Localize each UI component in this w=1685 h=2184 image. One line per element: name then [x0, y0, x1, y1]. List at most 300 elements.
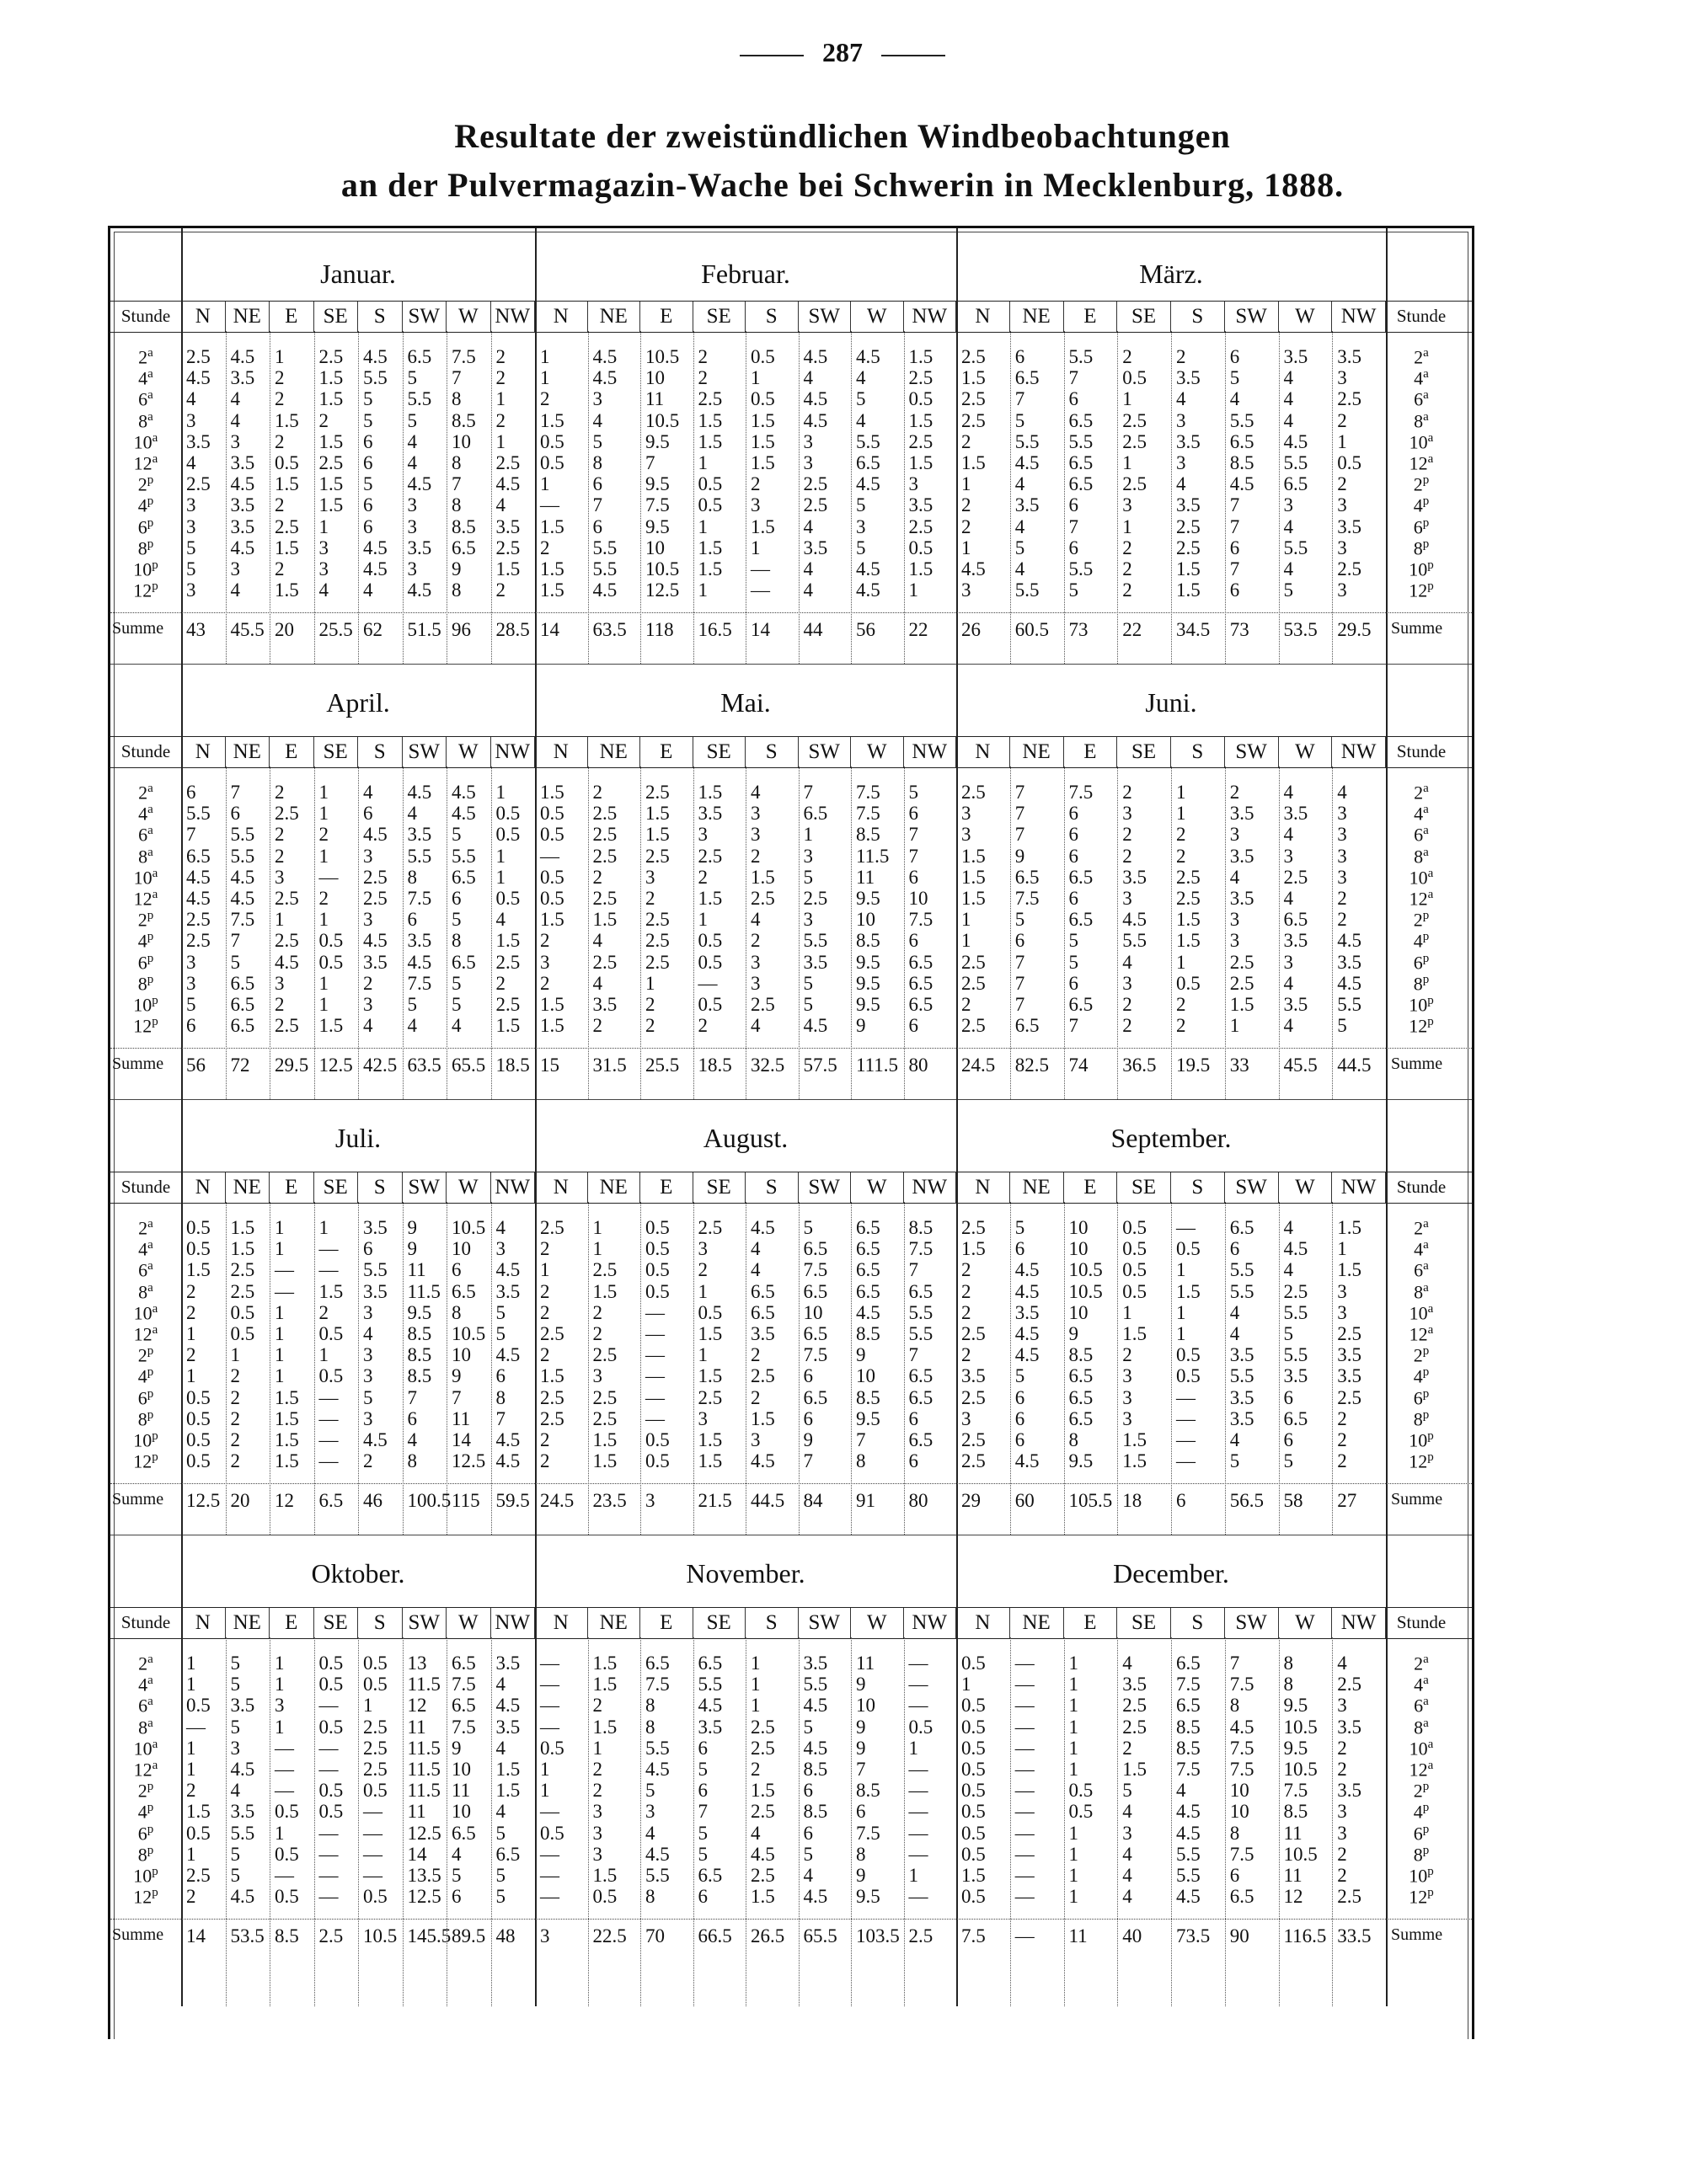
column-header-sw: SW	[403, 1608, 447, 1638]
sum-cell: 2.5	[318, 1925, 344, 1947]
table-cell: 4.5	[363, 824, 388, 846]
table-cell: 2.5	[961, 972, 986, 994]
table-cell: 1.5	[540, 1365, 564, 1387]
column-header-nw: NW	[904, 1608, 957, 1638]
sum-cell: 53.5	[1283, 619, 1318, 641]
table-cell: 9	[856, 1344, 866, 1366]
table-cell: 2	[318, 409, 329, 431]
table-cell: 2	[186, 1344, 196, 1366]
table-cell: 10.5	[1283, 1759, 1318, 1780]
table-cell: 9.5	[856, 888, 880, 909]
column-rule	[1225, 766, 1226, 1099]
table-cell: 1	[186, 1843, 196, 1865]
table-cell: 2	[592, 1780, 602, 1802]
table-cell: 0.5	[961, 1716, 986, 1738]
table-cell: 3.5	[698, 1716, 723, 1738]
table-cell: 1	[1068, 1843, 1078, 1865]
table-cell: 5	[1229, 367, 1240, 389]
table-cell: 4	[1283, 972, 1293, 994]
month-name: März.	[1139, 259, 1203, 289]
table-cell: 2	[1122, 558, 1132, 579]
hour-label-right: 12$^a$	[1409, 1323, 1434, 1345]
table-cell: 2	[1122, 824, 1132, 846]
table-cell: 4.5	[495, 1695, 521, 1717]
table-cell: 0.5	[751, 388, 775, 410]
table-cell: 0.5	[275, 1801, 299, 1823]
column-header-w: W	[851, 1172, 904, 1203]
hour-label-left: 8$^p$	[137, 972, 154, 995]
table-cell: —	[645, 1301, 665, 1323]
table-cell: 7	[908, 824, 918, 846]
column-rule	[693, 766, 694, 1099]
table-cell: 6.5	[698, 1865, 723, 1886]
table-cell: —	[645, 1407, 665, 1429]
sum-cell: 20	[275, 619, 294, 641]
month-divider	[535, 1535, 537, 2006]
table-cell: 2.5	[275, 888, 299, 909]
table-cell: 1.5	[698, 430, 723, 452]
hour-label-right: 12$^a$	[1409, 452, 1434, 474]
table-cell: —	[1176, 1217, 1196, 1238]
table-cell: 1.5	[751, 1886, 775, 1908]
table-cell: 2	[275, 388, 285, 410]
hour-label-left: 2$^a$	[138, 346, 153, 368]
hour-label-right: 2$^a$	[1414, 1217, 1429, 1239]
table-cell: 7	[495, 1407, 506, 1429]
table-cell: 1.5	[1176, 558, 1201, 579]
table-cell: 2	[698, 866, 708, 888]
table-cell: 6.5	[1068, 473, 1094, 495]
table-cell: 6.5	[1283, 909, 1308, 931]
table-cell: 3	[1122, 1407, 1132, 1429]
table-cell: 4.5	[856, 558, 880, 579]
table-cell: 1.5	[592, 909, 618, 931]
table-cell: 2.5	[961, 1217, 986, 1238]
table-cell: 6.5	[452, 537, 476, 558]
table-cell: 8	[452, 1301, 462, 1323]
column-header-sw: SW	[799, 1172, 852, 1203]
column-header-nw: NW	[904, 737, 957, 767]
sum-rule	[110, 1919, 1472, 1920]
table-cell: 4	[751, 1238, 761, 1260]
table-cell: 1	[592, 1737, 602, 1759]
table-cell: 3.5	[803, 537, 828, 558]
hour-label-left: 12$^p$	[133, 1886, 158, 1908]
table-cell: 0.5	[1176, 1344, 1201, 1366]
table-cell: 2	[592, 1301, 602, 1323]
table-cell: 9.5	[645, 515, 670, 537]
sum-cell: 53.5	[230, 1925, 265, 1947]
column-rule	[491, 1637, 492, 2006]
table-cell: 1.5	[961, 866, 986, 888]
table-cell: 6	[363, 515, 373, 537]
table-cell: 3.5	[495, 1716, 521, 1738]
table-cell: 4	[1176, 473, 1186, 495]
table-cell: 5.5	[1014, 430, 1040, 452]
table-cell: 2.5	[645, 909, 670, 931]
table-cell: 3	[230, 1737, 240, 1759]
table-cell: 1.5	[495, 558, 521, 579]
table-cell: 0.5	[645, 1217, 670, 1238]
table-cell: 11	[645, 388, 665, 410]
column-rule	[1117, 1202, 1118, 1535]
table-cell: 2.5	[592, 845, 618, 867]
table-cell: 1.5	[645, 803, 670, 825]
table-cell: 1	[186, 1653, 196, 1674]
table-cell: 9.5	[856, 1886, 880, 1908]
table-cell: 1.5	[318, 494, 344, 516]
table-cell: 2.5	[1122, 409, 1147, 431]
table-cell: —	[318, 1886, 339, 1908]
table-cell: 0.5	[961, 1653, 986, 1674]
column-rule	[693, 1637, 694, 2006]
column-header-sw: SW	[403, 737, 447, 767]
table-cell: 9	[856, 1015, 866, 1037]
sum-label-left: Summe	[112, 1925, 164, 1945]
table-cell: 6.5	[698, 1653, 723, 1674]
table-cell: 4.5	[407, 473, 432, 495]
table-cell: 5	[803, 1217, 813, 1238]
table-cell: 4.5	[698, 1695, 723, 1717]
table-cell: 2	[1122, 1344, 1132, 1366]
table-cell: 2.5	[592, 824, 618, 846]
table-cell: 1.5	[1229, 994, 1254, 1015]
column-rule	[314, 1202, 315, 1535]
table-cell: 7	[452, 367, 462, 389]
table-cell: 4	[1122, 1886, 1132, 1908]
table-cell: 3	[803, 909, 813, 931]
table-cell: 4	[1283, 558, 1293, 579]
hour-label-right: 10$^a$	[1409, 430, 1434, 453]
hour-label-left: 2$^p$	[137, 1344, 154, 1366]
table-cell: 0.5	[961, 1886, 986, 1908]
hour-label-left: 12$^p$	[133, 1450, 158, 1472]
table-cell: 10	[452, 1238, 471, 1260]
table-cell: 4	[1337, 782, 1347, 803]
table-cell: 3	[1337, 1801, 1347, 1823]
table-cell: 8	[407, 1450, 417, 1472]
table-cell: 3	[1122, 803, 1132, 825]
table-cell: 11	[1283, 1865, 1303, 1886]
table-cell: 6	[452, 888, 462, 909]
table-cell: 2.5	[698, 388, 723, 410]
table-cell: 7	[1014, 803, 1025, 825]
table-cell: 2.5	[363, 1737, 388, 1759]
column-header-nw: NW	[491, 737, 536, 767]
table-cell: 2	[645, 888, 655, 909]
table-cell: 4.5	[407, 579, 432, 601]
table-cell: 4.5	[230, 866, 255, 888]
column-rule	[358, 1637, 359, 2006]
table-cell: 5	[856, 537, 866, 558]
table-cell: 10.5	[452, 1217, 486, 1238]
table-cell: 1.5	[186, 1801, 211, 1823]
table-cell: 3	[186, 579, 196, 601]
column-header-sw: SW	[1225, 1172, 1279, 1203]
table-cell: 2.5	[1176, 888, 1201, 909]
table-cell: 1.5	[961, 367, 986, 389]
table-cell: 1.5	[318, 388, 344, 410]
table-cell: 7.5	[803, 1259, 828, 1281]
table-cell: 7	[1014, 824, 1025, 846]
table-cell: 6	[1068, 845, 1078, 867]
column-header-e: E	[1064, 737, 1118, 767]
table-cell: 6	[1229, 1238, 1240, 1260]
sum-cell: 118	[645, 619, 674, 641]
table-cell: 5	[1014, 1217, 1025, 1238]
table-cell: 6	[1014, 1407, 1025, 1429]
sum-cell: 24.5	[540, 1490, 575, 1512]
column-header-se: SE	[1117, 1172, 1171, 1203]
sum-cell: 72	[230, 1055, 250, 1076]
column-header-nw: NW	[1332, 302, 1386, 332]
column-header-s: S	[358, 1172, 403, 1203]
table-cell: 10	[452, 1759, 471, 1780]
table-cell: 1.5	[540, 579, 564, 601]
stub-label-left: Stunde	[120, 1177, 171, 1197]
table-cell: 4	[407, 430, 417, 452]
table-cell: 3.5	[1337, 515, 1361, 537]
table-cell: 2.5	[751, 1737, 775, 1759]
table-cell: 3	[803, 430, 813, 452]
table-cell: 2	[186, 1886, 196, 1908]
column-header-ne: NE	[1010, 302, 1064, 332]
sum-cell: 58	[1283, 1490, 1303, 1512]
sum-cell: 51.5	[407, 619, 441, 641]
table-cell: 6	[363, 452, 373, 473]
column-rule	[1332, 331, 1333, 664]
table-cell: 1.5	[751, 866, 775, 888]
hour-label-right: 8$^p$	[1413, 1407, 1430, 1430]
sum-cell: 18	[1122, 1490, 1142, 1512]
table-cell: 5	[803, 1843, 813, 1865]
table-cell: 3	[803, 452, 813, 473]
section-divider	[110, 664, 1472, 665]
table-cell: 1.5	[275, 1450, 299, 1472]
table-cell: 5.5	[1283, 537, 1308, 558]
table-cell: —	[1014, 1716, 1035, 1738]
column-header-n: N	[956, 302, 1010, 332]
column-rule	[799, 331, 800, 664]
column-rule	[358, 766, 359, 1099]
table-cell: 2.5	[1337, 1674, 1361, 1695]
hour-label-right: 4$^p$	[1413, 494, 1430, 516]
column-header-row	[110, 736, 1472, 768]
table-cell: 4	[1229, 866, 1240, 888]
table-cell: 6.5	[1176, 1653, 1201, 1674]
table-cell: 7	[452, 1386, 462, 1408]
table-cell: 1.5	[1122, 1429, 1147, 1450]
table-cell: 4	[592, 930, 602, 952]
table-cell: 6.5	[856, 452, 880, 473]
table-cell: 2.5	[1283, 1280, 1308, 1302]
table-cell: 12.5	[407, 1822, 441, 1844]
table-cell: 0.5	[186, 1429, 211, 1450]
table-cell: 5	[363, 388, 373, 410]
table-cell: 3.5	[1337, 346, 1361, 367]
table-cell: 7	[856, 1429, 866, 1450]
table-cell: 3	[1337, 1695, 1347, 1717]
month-name: April.	[326, 687, 390, 718]
table-cell: 2.5	[751, 1365, 775, 1387]
table-cell: 3	[318, 537, 329, 558]
table-cell: 1.5	[592, 1674, 618, 1695]
table-cell: 1	[495, 388, 506, 410]
table-cell: 5	[186, 994, 196, 1015]
table-cell: 0.5	[495, 803, 521, 825]
quarter-section	[110, 1099, 1472, 1535]
table-cell: 1	[1229, 1015, 1240, 1037]
table-cell: 3	[1176, 452, 1186, 473]
table-cell: 4.5	[1337, 930, 1361, 952]
month-name: Juni.	[1145, 687, 1197, 718]
column-rule	[1171, 1202, 1172, 1535]
table-cell: 2	[1176, 1015, 1186, 1037]
table-cell: 1	[186, 1365, 196, 1387]
table-cell: 3.5	[230, 367, 255, 389]
table-cell: 7	[803, 782, 813, 803]
table-cell: —	[1014, 1780, 1035, 1802]
table-cell: 2.5	[908, 430, 933, 452]
month-divider	[535, 1099, 537, 1535]
table-cell: 1	[698, 452, 708, 473]
table-cell: 1.5	[540, 909, 564, 931]
table-cell: 1.5	[751, 452, 775, 473]
hour-label-right: 10$^a$	[1409, 866, 1434, 889]
hour-label-right: 4$^a$	[1414, 803, 1429, 825]
table-cell: 4	[1337, 1653, 1347, 1674]
table-cell: 2	[1122, 346, 1132, 367]
table-cell: 5	[856, 494, 866, 516]
table-cell: 0.5	[318, 1365, 344, 1387]
table-cell: 2	[961, 1301, 971, 1323]
table-cell: 4	[1014, 558, 1025, 579]
table-cell: 11.5	[407, 1737, 441, 1759]
table-cell: 5	[1068, 579, 1078, 601]
table-cell: 1	[275, 1217, 285, 1238]
table-cell: 5	[1337, 1015, 1347, 1037]
table-cell: 2	[961, 994, 971, 1015]
column-header-se: SE	[1117, 1608, 1171, 1638]
hour-label-right: 8$^a$	[1414, 1716, 1429, 1738]
table-cell: 5.5	[452, 845, 476, 867]
table-cell: 2	[751, 1759, 761, 1780]
hour-label-right: 4$^a$	[1414, 1674, 1429, 1695]
table-cell: 5.5	[1068, 430, 1094, 452]
table-cell: 7	[1229, 515, 1240, 537]
column-header-n: N	[181, 1172, 226, 1203]
hour-label-right: 4$^p$	[1413, 1801, 1430, 1823]
table-cell: 2.5	[495, 537, 521, 558]
table-cell: —	[540, 845, 559, 867]
table-cell: 3.5	[961, 1365, 986, 1387]
table-cell: 4	[1283, 409, 1293, 431]
table-cell: 1	[645, 972, 655, 994]
sum-cell: 56	[186, 1055, 206, 1076]
table-cell: 3	[1337, 803, 1347, 825]
hour-label-right: 6$^p$	[1413, 1822, 1430, 1844]
table-cell: 5.5	[1068, 346, 1094, 367]
column-header-s: S	[358, 737, 403, 767]
column-header-w: W	[1279, 1172, 1333, 1203]
sum-cell: 73.5	[1176, 1925, 1211, 1947]
table-cell: 2	[230, 1407, 240, 1429]
table-cell: 0.5	[540, 1822, 564, 1844]
table-cell: —	[540, 1886, 559, 1908]
table-cell: 2.5	[1337, 1386, 1361, 1408]
table-cell: 1	[275, 1344, 285, 1366]
table-cell: 5	[230, 1674, 240, 1695]
table-cell: 3	[1122, 1365, 1132, 1387]
table-cell: 6	[230, 803, 240, 825]
sum-cell: 80	[908, 1490, 928, 1512]
table-cell: —	[908, 1886, 928, 1908]
table-cell: 5.5	[1229, 1365, 1254, 1387]
table-cell: 3.5	[407, 537, 432, 558]
table-cell: 7.5	[452, 346, 476, 367]
table-cell: 1	[751, 1674, 761, 1695]
table-cell: 4.5	[751, 1217, 775, 1238]
table-cell: 7	[1014, 994, 1025, 1015]
hour-label-right: 8$^p$	[1413, 537, 1430, 559]
table-cell: 2	[1337, 1865, 1347, 1886]
table-cell: 3.5	[230, 494, 255, 516]
table-cell: 3	[275, 866, 285, 888]
table-cell: 11	[407, 1259, 426, 1281]
table-cell: 4.5	[230, 537, 255, 558]
column-header-w: W	[1279, 1608, 1333, 1638]
stub-label-left: Stunde	[120, 741, 171, 761]
sum-cell: 60	[1014, 1490, 1035, 1512]
table-cell: 6	[908, 803, 918, 825]
hour-label-right: 10$^p$	[1409, 1865, 1434, 1887]
table-cell: 10.5	[645, 346, 680, 367]
table-cell: 2.5	[961, 1386, 986, 1408]
table-cell: —	[1176, 1407, 1196, 1429]
column-header-n: N	[181, 737, 226, 767]
table-cell: 1.5	[318, 430, 344, 452]
sum-label-left: Summe	[112, 619, 164, 638]
table-cell: 2	[1122, 782, 1132, 803]
sum-cell: 8.5	[275, 1925, 299, 1947]
column-header-n: N	[535, 737, 588, 767]
hour-label-left: 6$^p$	[137, 515, 154, 537]
table-cell: 6.5	[1229, 1217, 1254, 1238]
table-cell: 2	[592, 782, 602, 803]
column-header-s: S	[1171, 302, 1225, 332]
table-cell: 6.5	[1068, 409, 1094, 431]
column-header-se: SE	[1117, 302, 1171, 332]
column-rule	[403, 766, 404, 1099]
stub-label-right: Stunde	[1396, 1177, 1447, 1197]
table-cell: 6	[1068, 888, 1078, 909]
table-cell: 9.5	[856, 994, 880, 1015]
table-cell: 7.5	[1283, 1780, 1308, 1802]
table-cell: 4.5	[803, 346, 828, 367]
table-cell: —	[1014, 1695, 1035, 1717]
hour-label-left: 4$^a$	[138, 803, 153, 825]
table-cell: 1.5	[908, 558, 933, 579]
table-cell: 1.5	[908, 409, 933, 431]
table-cell: 1	[1337, 1238, 1347, 1260]
table-cell: 2.5	[186, 930, 211, 952]
table-cell: 0.5	[275, 1843, 299, 1865]
table-cell: 9	[452, 558, 462, 579]
table-cell: 5.5	[698, 1674, 723, 1695]
table-cell: 5	[1122, 1780, 1132, 1802]
sum-cell: 33.5	[1337, 1925, 1372, 1947]
column-header-row	[110, 1607, 1472, 1639]
